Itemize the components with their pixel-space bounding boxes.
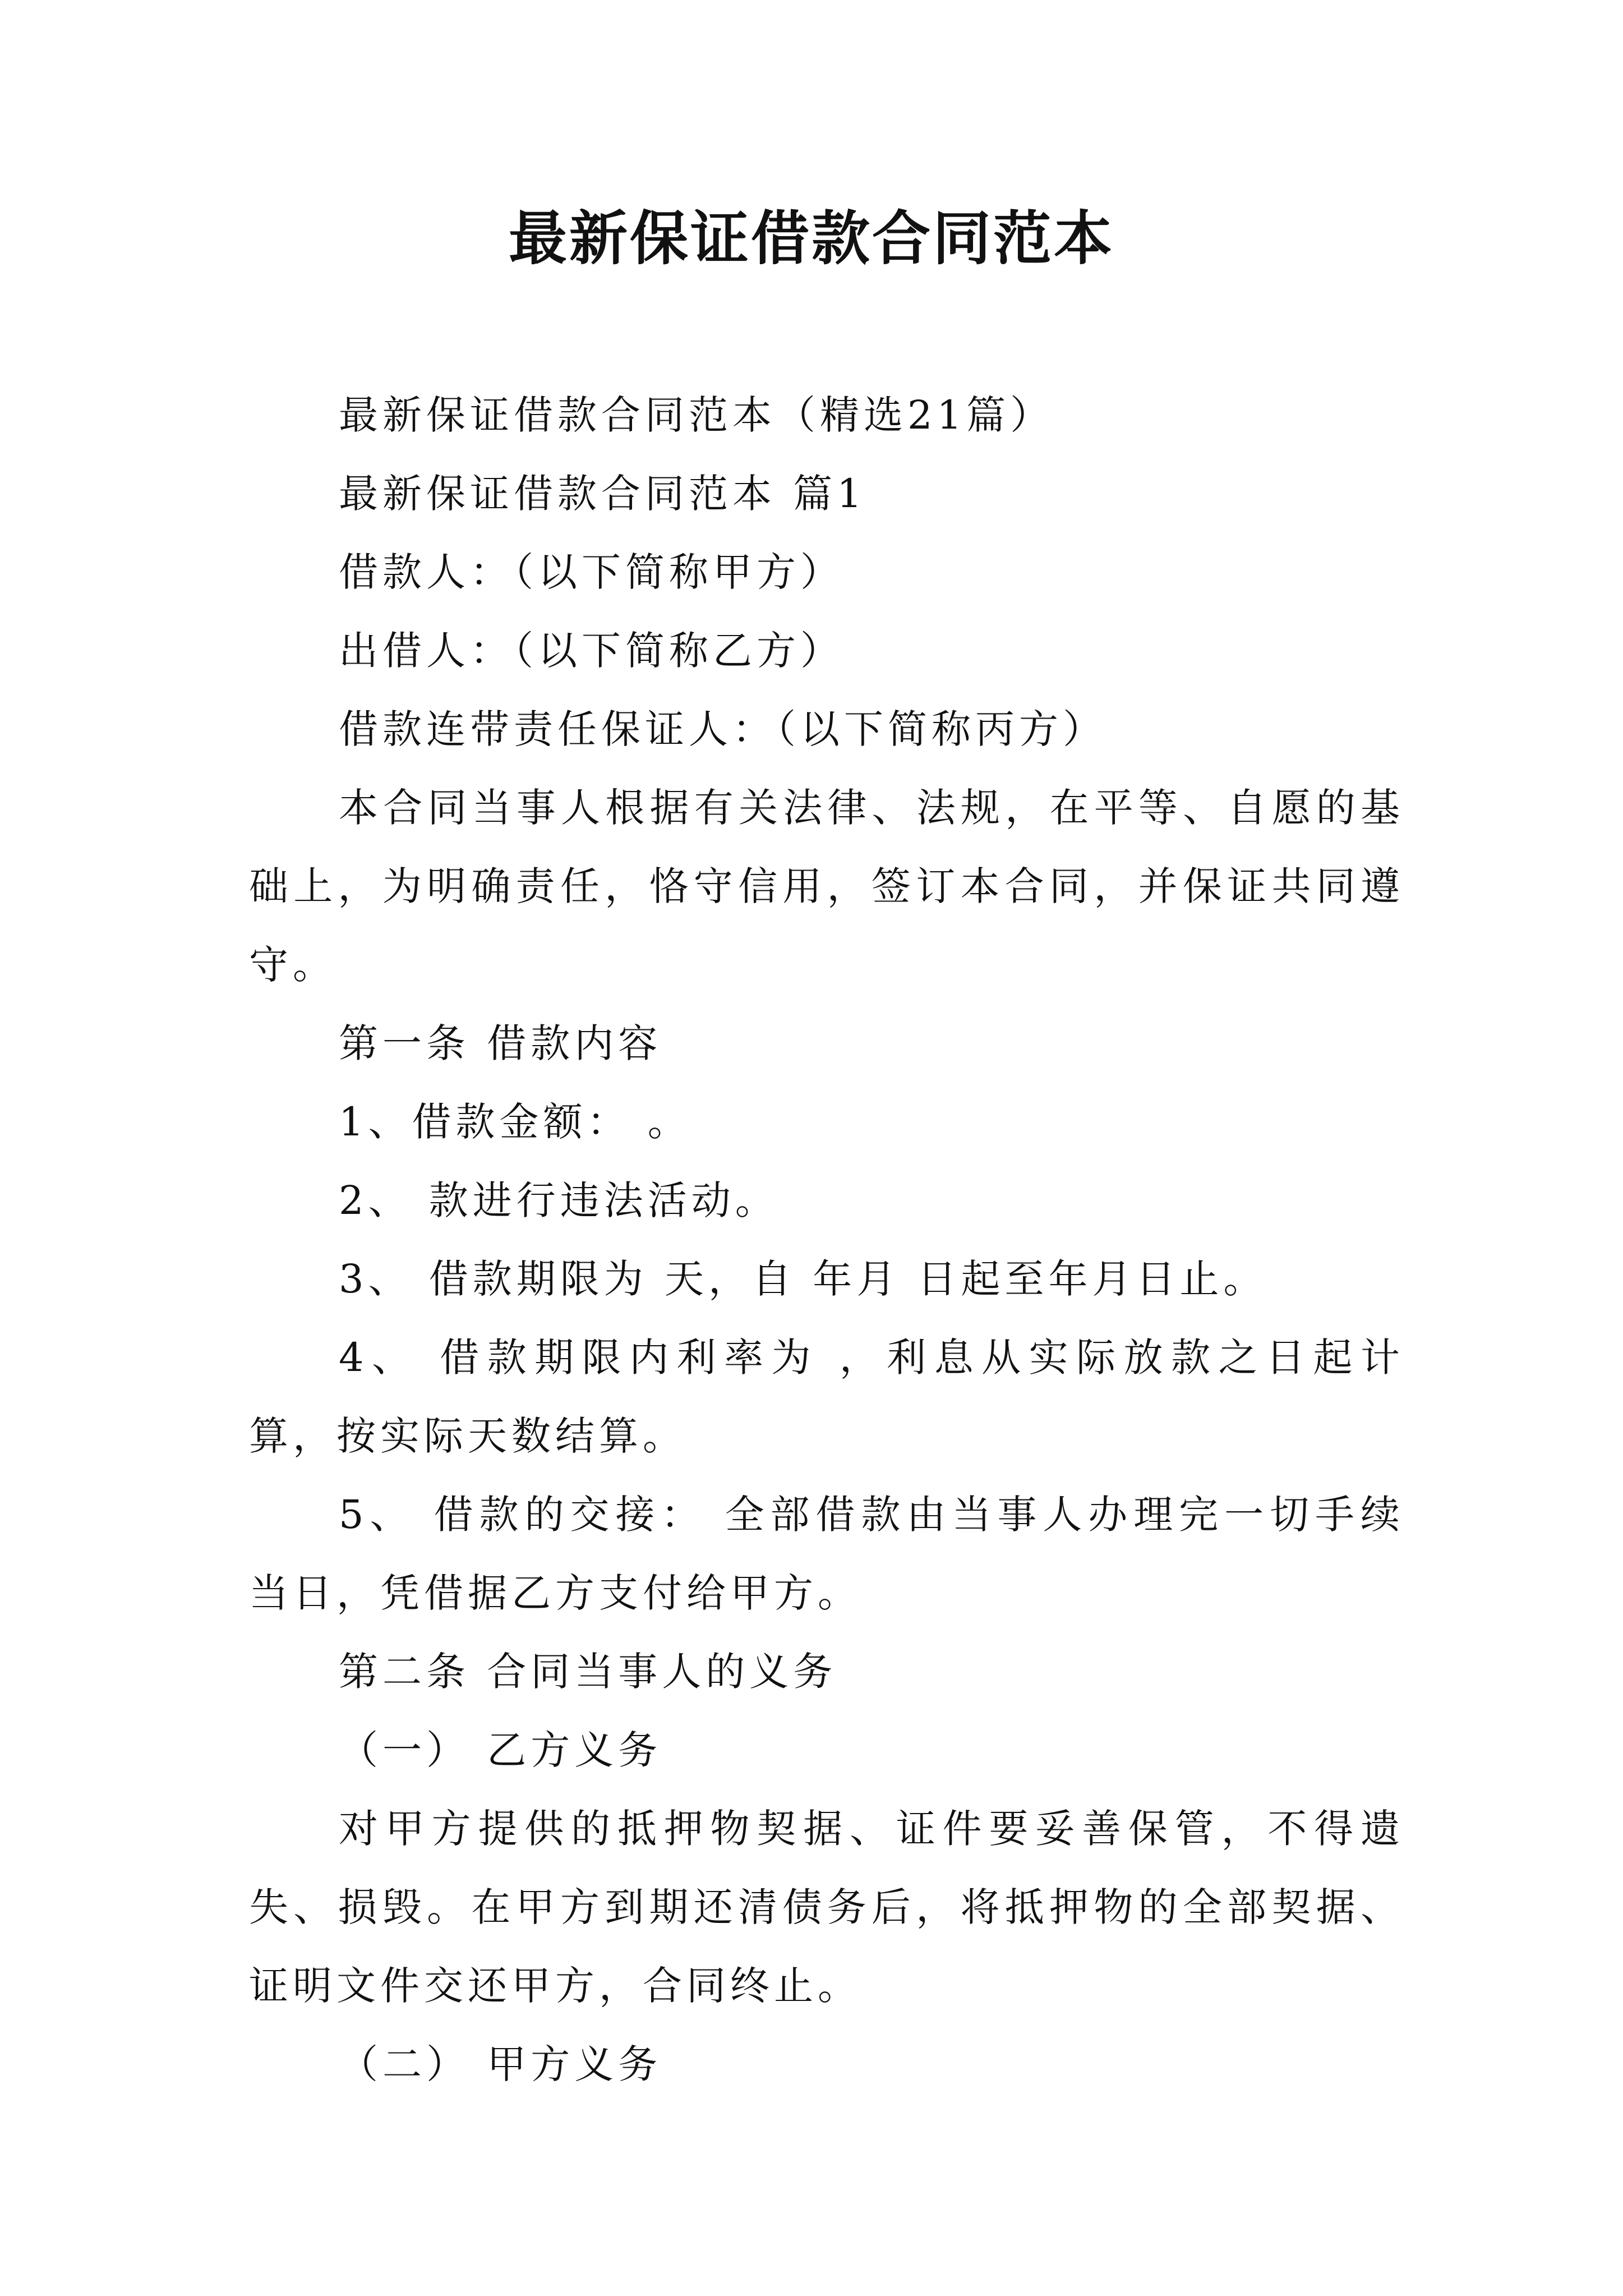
party-b-duties-paragraph: 对甲方提供的抵押物契据、证件要妥善保管，不得遗失、损毁。在甲方到期还清债务后，将抵押物的全部契据、证明文件交还甲方，合同终止。 <box>249 1806 1404 2009</box>
clause-2: 2、 款进行违法活动。 <box>339 1177 779 1223</box>
clause-5: 5、 借款的交接： 全部借款由当事人办理完一切手续当日，凭借据乙方支付给甲方。 <box>249 1492 1404 1616</box>
document-title: 最新保证借款合同范本 <box>508 204 1114 273</box>
clause-1: 1、借款金额： 。 <box>339 1099 691 1145</box>
borrower-line: 借款人：（以下简称甲方） <box>339 549 844 595</box>
party-a-duties-heading: （二） 甲方义务 <box>339 2041 662 2087</box>
clause-3: 3、 借款期限为 天，自 年月 日起至年月日止。 <box>339 1256 1267 1302</box>
article-1-heading: 第一条 借款内容 <box>339 1020 662 1066</box>
clause-4: 4、 借款期限内利率为 ，利息从实际放款之日起计算，按实际天数结算。 <box>249 1335 1404 1459</box>
lender-line: 出借人：（以下简称乙方） <box>339 628 844 674</box>
guarantor-line: 借款连带责任保证人：（以下简称丙方） <box>339 706 1106 752</box>
article-2-heading: 第二条 合同当事人的义务 <box>339 1649 837 1695</box>
preamble-paragraph: 本合同当事人根据有关法律、法规，在平等、自愿的基础上，为明确责任，恪守信用，签订本合同，并保证共同遵守。 <box>249 785 1404 988</box>
party-b-duties-heading: （一） 乙方义务 <box>339 1727 662 1773</box>
subtitle-line: 最新保证借款合同范本（精选21篇） <box>339 392 1054 438</box>
document-body <box>249 376 1404 2104</box>
section-heading: 最新保证借款合同范本 篇1 <box>339 471 866 517</box>
